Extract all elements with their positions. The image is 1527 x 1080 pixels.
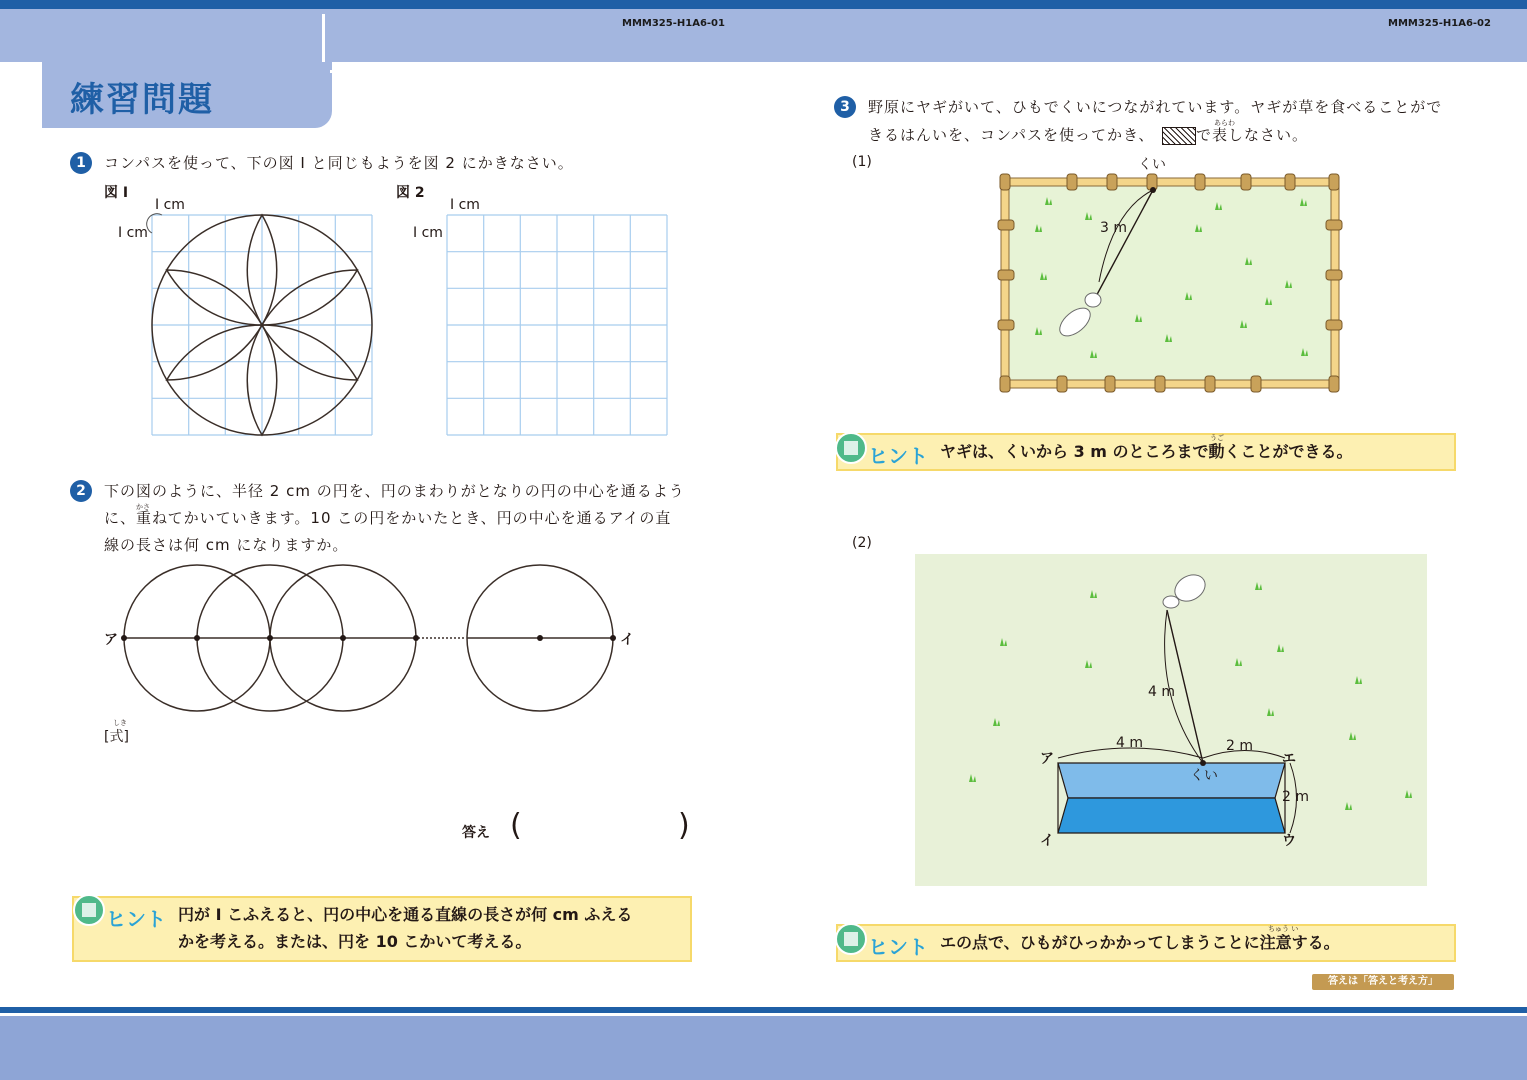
question-1-text: コンパスを使って、下の図 I と同じもようを図 2 にかきなさい。 (104, 154, 574, 172)
pool-side-2m-top: 2 m (1226, 738, 1253, 754)
bottom-rule (0, 1007, 1527, 1013)
page-code-left: MMM325-H1A6-01 (622, 18, 725, 29)
hatch-sample (1162, 127, 1196, 145)
figure-2-unit-top: I cm (450, 197, 480, 213)
ruby-chui: ちゅう い (1268, 925, 1299, 933)
question-3-line-2b: で表しなさい。 (1196, 126, 1309, 144)
hint-1-line-2: かを考える。または、円を 10 こかいて考える。 (178, 932, 532, 951)
answer-blank[interactable] (530, 812, 670, 848)
question-2-line-1: 下の図のように、半径 2 cm の円を、円のまわりがとなりの円の中心を通るよう (104, 482, 685, 500)
hint-1-line-1: 円が I こふえると、円の中心を通る直線の長さが何 cm ふえる (178, 905, 633, 924)
hint-2-text: ヤギは、くいから 3 m のところまで動くことができる。 (940, 442, 1353, 461)
answer-paren-open: ( (510, 808, 522, 843)
figure-2-grid (435, 195, 685, 445)
bottom-band (0, 1016, 1527, 1080)
title-underline (330, 70, 1527, 73)
figure-1-label: 図 I (104, 185, 129, 201)
pool-side-2m-right: 2 m (1282, 789, 1309, 805)
question-3-line-1: 野原にヤギがいて、ひもでくいにつながれています。ヤギが草を食べることがで (868, 98, 1443, 116)
answer-reference-tag: 答えは「答えと考え方」 (1312, 974, 1454, 990)
page-title: 練習問題 (70, 80, 214, 120)
corner-a-label: ア (1040, 751, 1054, 767)
hint-icon (72, 893, 106, 927)
hint-label-3: ヒント (868, 935, 928, 959)
answer-label: 答え (462, 825, 490, 841)
ruby-shiki: しき (113, 719, 127, 727)
rope-length-3m: 3 m (1100, 220, 1127, 236)
ruby-arawa: あらわ (1214, 119, 1235, 127)
ruby-ugo: うご (1210, 434, 1224, 442)
figure-2-label: 図 2 (396, 185, 425, 201)
circles-diagram (100, 560, 660, 720)
hint-3-text: エの点で、ひもがひっかかってしまうことに注意する。 (940, 933, 1340, 952)
header-divider (322, 14, 325, 62)
figure-1-flower (140, 195, 390, 445)
field-with-pool (905, 548, 1435, 893)
top-rule (0, 0, 1527, 9)
ruby-kasa: かさ (136, 503, 150, 511)
corner-e-label: エ (1282, 751, 1296, 767)
rope-length-4m: 4 m (1148, 684, 1175, 700)
question-number-2: 2 (70, 480, 92, 502)
fenced-field (995, 170, 1345, 400)
figure-1-unit-top: I cm (155, 197, 185, 213)
point-i-label: イ (620, 632, 634, 648)
question-number-3: 3 (834, 96, 856, 118)
top-band (0, 0, 1527, 62)
hint-icon (834, 922, 868, 956)
question-2-line-2: に、重ねてかいていきます。10 この円をかいたとき、円の中心を通るアイの直 (104, 509, 672, 527)
stake-label-1: くい (1138, 157, 1166, 173)
figure-1-unit-left: I cm (118, 225, 148, 241)
answer-paren-close: ) (678, 808, 690, 843)
hint-label-1: ヒント (106, 907, 166, 931)
part-1-label: (1) (852, 154, 872, 170)
figure-2-unit-left: I cm (413, 225, 443, 241)
hint-icon (834, 431, 868, 465)
stake-label-2: くい (1190, 768, 1218, 784)
question-number-1: 1 (70, 152, 92, 174)
page-code-right: MMM325-H1A6-02 (1388, 18, 1491, 29)
part-2-label: (2) (852, 535, 872, 551)
question-3-line-2: きるはんいを、コンパスを使ってかき、 (868, 126, 1155, 144)
hint-label-2: ヒント (868, 444, 928, 468)
corner-u-label: ウ (1282, 833, 1296, 849)
corner-i-label: イ (1040, 833, 1054, 849)
question-2-line-3: 線の長さは何 cm になりますか。 (104, 536, 349, 554)
formula-label: [式] (104, 729, 129, 745)
pool-side-4m: 4 m (1116, 735, 1143, 751)
point-a-label: ア (104, 632, 118, 648)
